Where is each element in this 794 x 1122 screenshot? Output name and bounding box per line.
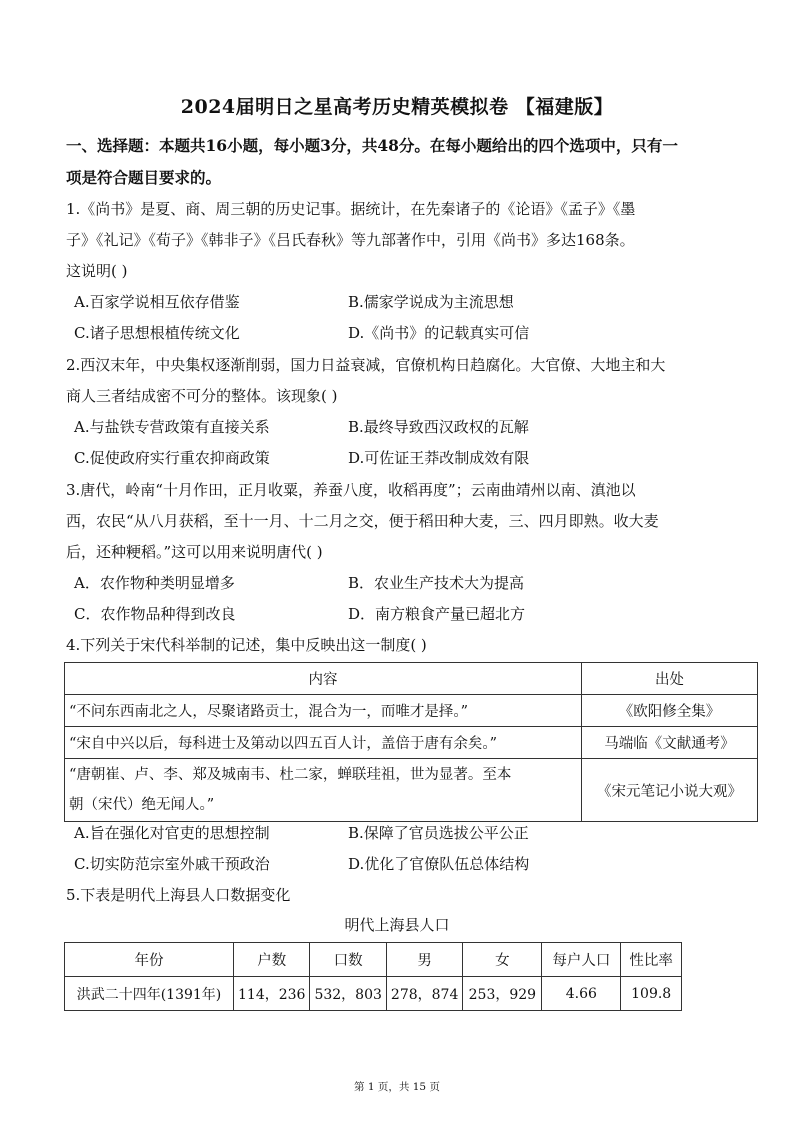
q1-stem-line-3: 这说明( ) — [66, 262, 128, 280]
table-cell: 253，929 — [463, 977, 542, 1011]
table-row — [65, 759, 758, 822]
table-cell-content-line-1: “唐朝崔、卢、李、郑及城南韦、杜二家，蝉联珪祖，世为显著。至本 — [69, 767, 512, 783]
q3-stem-line-2: 西，农民“从八月获稻，至十一月、十二月之交，便于稻田种大麦，三、四月即熟。收大麦 — [66, 512, 659, 530]
q3-option-d[interactable]: D．南方粮食产量已超北方 — [348, 605, 526, 623]
table-cell: 532，803 — [310, 977, 386, 1011]
table-cell-source: 《欧阳修全集》 — [582, 695, 758, 727]
q4-option-d[interactable]: D.优化了官僚队伍总体结构 — [348, 855, 530, 873]
q5-table-caption: 明代上海县人口 — [344, 916, 450, 934]
section-heading-line-2: 项是符合题目要求的。 — [66, 168, 222, 187]
q4-stem-line-1: 4.下列关于宋代科举制的记述，集中反映出这一制度( ) — [66, 636, 427, 654]
table-cell-content — [65, 759, 582, 822]
q2-option-a[interactable]: A.与盐铁专营政策有直接关系 — [74, 418, 270, 436]
q1-option-d[interactable]: D.《尚书》的记载真实可信 — [348, 324, 530, 342]
table-header-content: 内容 — [65, 663, 582, 695]
section-heading-line-1: 一、选择题：本题共16小题，每小题3分，共48分。在每小题给出的四个选项中，只有一 — [66, 136, 678, 155]
table-header-cell: 性比率 — [621, 943, 682, 977]
q1-option-a[interactable]: A.百家学说相互依存借鉴 — [74, 293, 240, 311]
table-cell: 洪武二十四年(1391年) — [65, 977, 234, 1011]
table-header-cell: 女 — [463, 943, 542, 977]
table-row — [65, 977, 682, 1011]
table-row — [65, 695, 758, 727]
table-header-source: 出处 — [582, 663, 758, 695]
q4-option-b[interactable]: B.保障了官员选拔公平公正 — [348, 824, 529, 842]
q2-option-b[interactable]: B.最终导致西汉政权的瓦解 — [348, 418, 529, 436]
table-cell-content: “不问东西南北之人，尽聚诸路贡士，混合为一，而唯才是择。” — [65, 695, 582, 727]
q4-source-table — [64, 662, 758, 822]
q3-option-c[interactable]: C．农作物品种得到改良 — [74, 605, 236, 623]
table-header-cell: 户数 — [234, 943, 310, 977]
q3-stem-line-1: 3.唐代，岭南“十月作田，正月收粟，养蚕八度，收稻再度”；云南曲靖州以南、滇池以 — [66, 481, 636, 499]
page-number-footer: 第 1 页，共 15 页 — [354, 1081, 440, 1093]
table-header-row — [65, 943, 682, 977]
table-cell: 109.8 — [621, 977, 682, 1011]
q1-stem-line-2: 子》《礼记》《荀子》《韩非子》《吕氏春秋》等九部著作中，引用《尚书》多达168条。 — [66, 231, 635, 249]
table-header-cell: 男 — [386, 943, 462, 977]
q2-stem-line-2: 商人三者结成密不可分的整体。该现象( ) — [66, 387, 338, 405]
table-header-cell: 年份 — [65, 943, 234, 977]
q1-option-c[interactable]: C.诸子思想根植传统文化 — [74, 324, 240, 342]
q5-stem-line-1: 5.下表是明代上海县人口数据变化 — [66, 886, 291, 904]
table-cell: 278，874 — [386, 977, 462, 1011]
q4-option-a[interactable]: A.旨在强化对官吏的思想控制 — [74, 824, 270, 842]
q3-option-b[interactable]: B．农业生产技术大为提高 — [348, 574, 525, 592]
table-cell: 114，236 — [234, 977, 310, 1011]
table-row — [65, 727, 758, 759]
q3-stem-line-3: 后，还种粳稻。”这可以用来说明唐代( ) — [66, 543, 323, 561]
table-cell-content: “宋自中兴以后，每科进士及第动以四五百人计，盖倍于唐有余矣。” — [65, 727, 582, 759]
table-cell-content-line-2: 朝（宋代）绝无闻人。” — [69, 797, 215, 813]
q2-option-c[interactable]: C.促使政府实行重农抑商政策 — [74, 449, 270, 467]
q5-population-table — [64, 942, 682, 1011]
table-cell-source: 马端临《文献通考》 — [582, 727, 758, 759]
q4-option-c[interactable]: C.切实防范宗室外戚干预政治 — [74, 855, 270, 873]
table-cell: 4.66 — [542, 977, 621, 1011]
q2-option-d[interactable]: D.可佐证王莽改制成效有限 — [348, 449, 530, 467]
table-cell-source: 《宋元笔记小说大观》 — [582, 759, 758, 822]
table-header-cell: 每户人口 — [542, 943, 621, 977]
q3-option-a[interactable]: A．农作物种类明显增多 — [74, 574, 235, 592]
exam-title: 2024届明日之星高考历史精英模拟卷 【福建版】 — [180, 96, 614, 118]
table-header-row — [65, 663, 758, 695]
q1-option-b[interactable]: B.儒家学说成为主流思想 — [348, 293, 514, 311]
q1-stem-line-1: 1.《尚书》是夏、商、周三朝的历史记事。据统计，在先秦诸子的《论语》《孟子》《墨 — [66, 200, 636, 218]
table-header-cell: 口数 — [310, 943, 386, 977]
q2-stem-line-1: 2.西汉末年，中央集权逐渐削弱，国力日益衰减，官僚机构日趋腐化。大官僚、大地主和大 — [66, 356, 666, 374]
